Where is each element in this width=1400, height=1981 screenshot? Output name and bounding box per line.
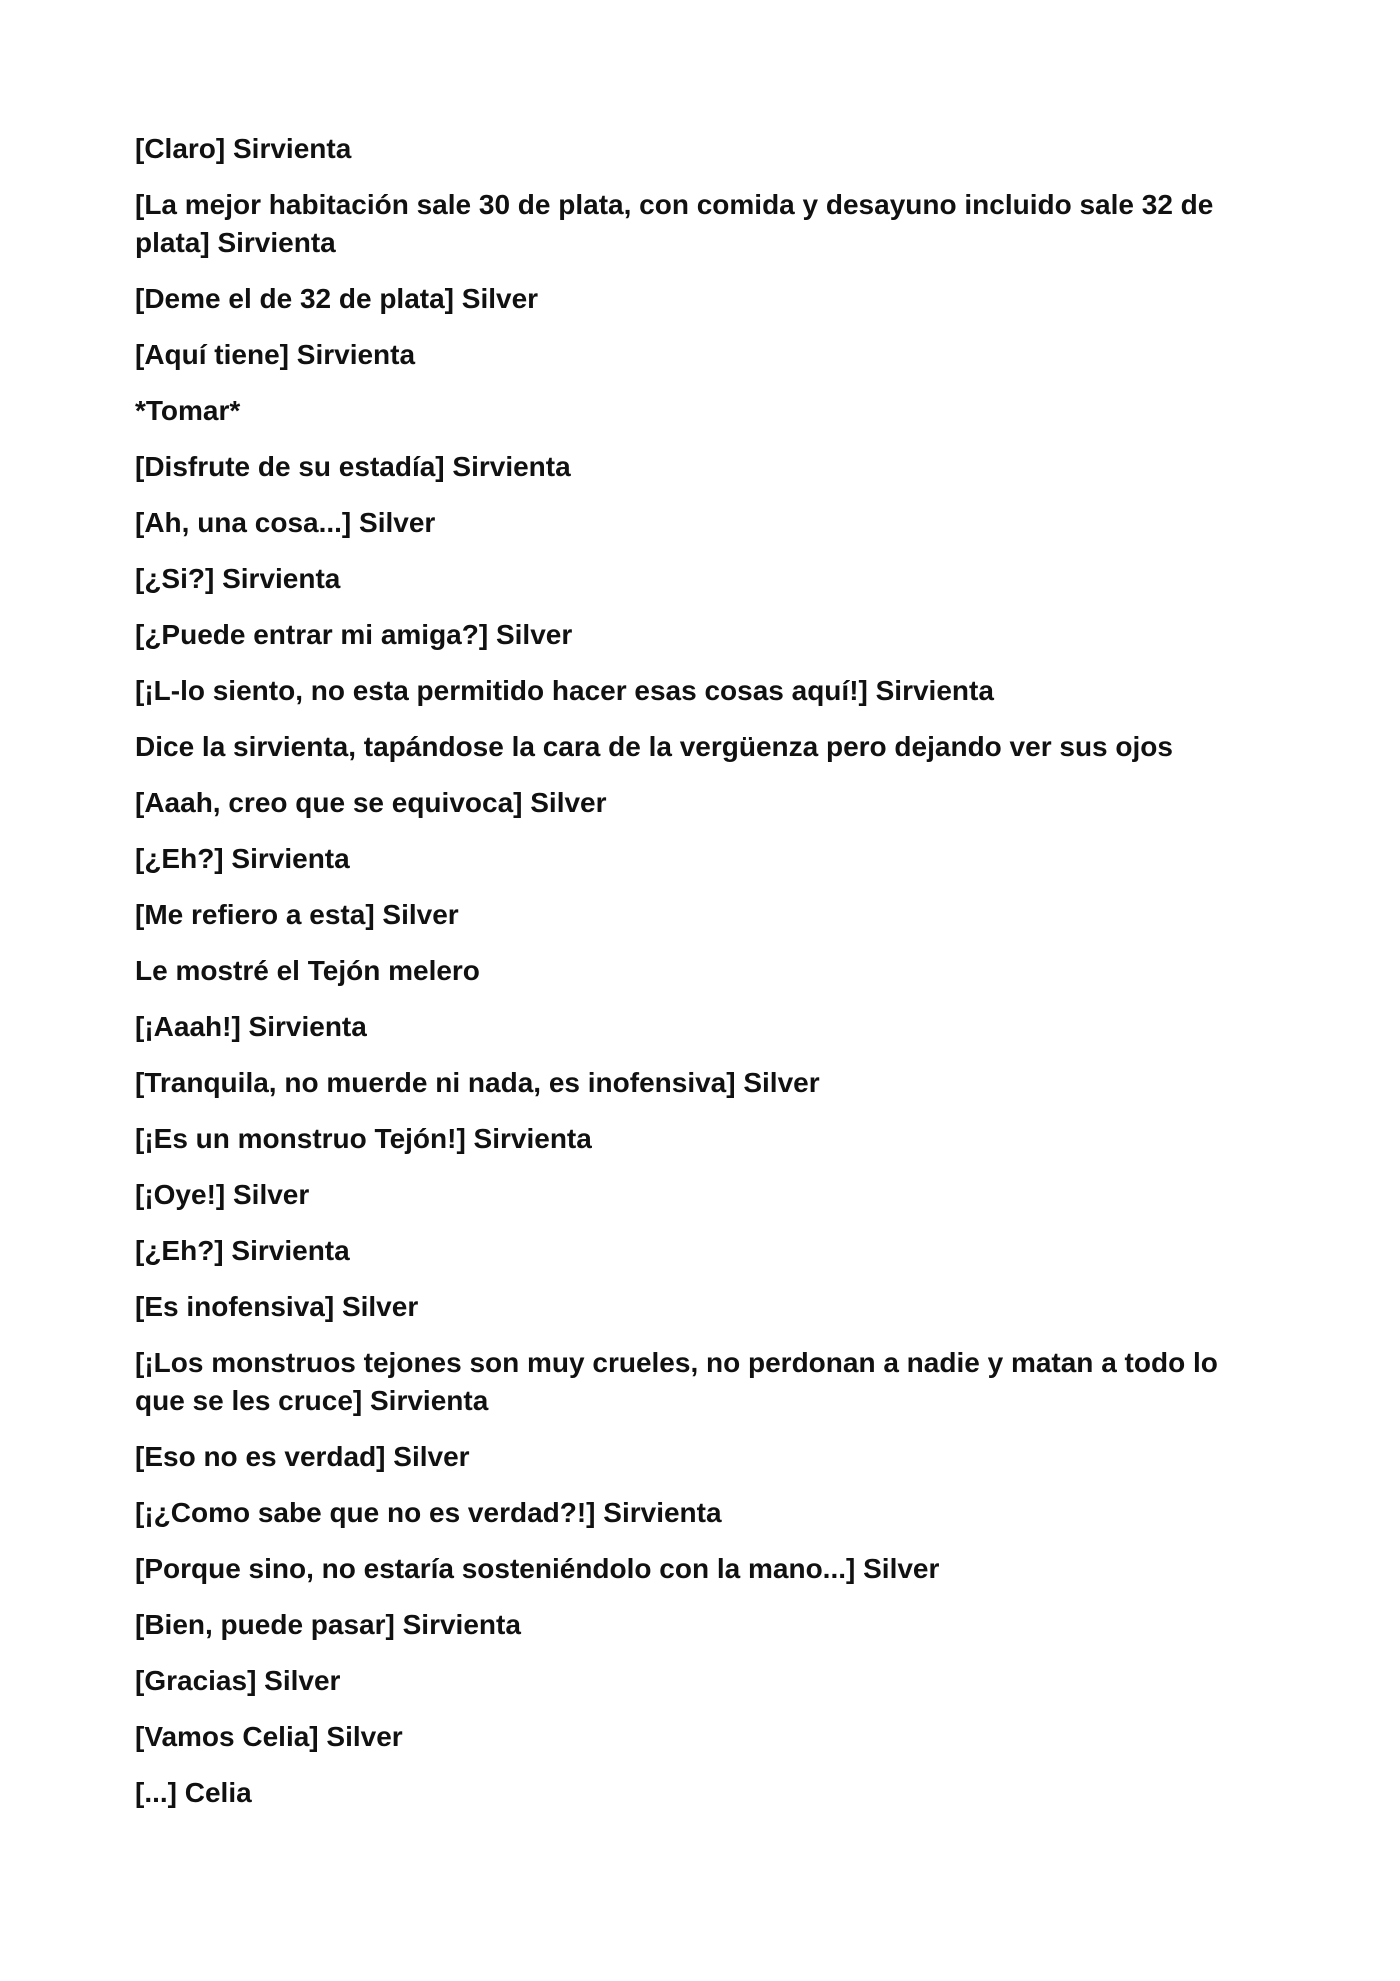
dialogue-line: [¿Eh?] Sirvienta <box>135 1235 350 1266</box>
dialogue-line: [Deme el de 32 de plata] Silver <box>135 283 539 314</box>
dialogue-line: [¿Puede entrar mi amiga?] Silver <box>135 619 573 650</box>
dialogue-line: [Tranquila, no muerde ni nada, es inofensiva] Silver <box>135 1067 820 1098</box>
narration-line: *Tomar* <box>135 395 241 426</box>
dialogue-line: [La mejor habitación sale 30 de plata, con comida y desayuno incluido sale 32 de plata] Sirvienta <box>135 189 1214 258</box>
dialogue-line: [¡Los monstruos tejones son muy crueles, no perdonan a nadie y matan a todo lo que se les cruce] Sirvienta <box>135 1347 1218 1416</box>
dialogue-line: [¡¿Como sabe que no es verdad?!] Sirvienta <box>135 1497 722 1528</box>
dialogue-line: [Bien, puede pasar] Sirvienta <box>135 1609 521 1640</box>
dialogue-line: [Me refiero a esta] Silver <box>135 899 459 930</box>
dialogue-line: [¡L-lo siento, no esta permitido hacer esas cosas aquí!] Sirvienta <box>135 675 994 706</box>
dialogue-line: [...] Celia <box>135 1777 252 1808</box>
dialogue-line: [¡Es un monstruo Tejón!] Sirvienta <box>135 1123 592 1154</box>
dialogue-line: [Ah, una cosa...] Silver <box>135 507 436 538</box>
dialogue-line: [Vamos Celia] Silver <box>135 1721 403 1752</box>
dialogue-line: [¡Oye!] Silver <box>135 1179 310 1210</box>
dialogue-line: [¿Eh?] Sirvienta <box>135 843 350 874</box>
dialogue-line: [Porque sino, no estaría sosteniéndolo con la mano...] Silver <box>135 1553 940 1584</box>
dialogue-line: [Aaah, creo que se equivoca] Silver <box>135 787 607 818</box>
dialogue-line: [¿Si?] Sirvienta <box>135 563 341 594</box>
dialogue-line: [Es inofensiva] Silver <box>135 1291 419 1322</box>
dialogue-line: [Claro] Sirvienta <box>135 133 352 164</box>
dialogue-line: [Gracias] Silver <box>135 1665 341 1696</box>
dialogue-text <box>135 130 1265 1830</box>
dialogue-line: [Disfrute de su estadía] Sirvienta <box>135 451 571 482</box>
dialogue-line: [Eso no es verdad] Silver <box>135 1441 470 1472</box>
narration-line: Dice la sirvienta, tapándose la cara de la vergüenza pero dejando ver sus ojos <box>135 731 1173 762</box>
narration-line: Le mostré el Tejón melero <box>135 955 480 986</box>
dialogue-line: [Aquí tiene] Sirvienta <box>135 339 416 370</box>
dialogue-line: [¡Aaah!] Sirvienta <box>135 1011 367 1042</box>
